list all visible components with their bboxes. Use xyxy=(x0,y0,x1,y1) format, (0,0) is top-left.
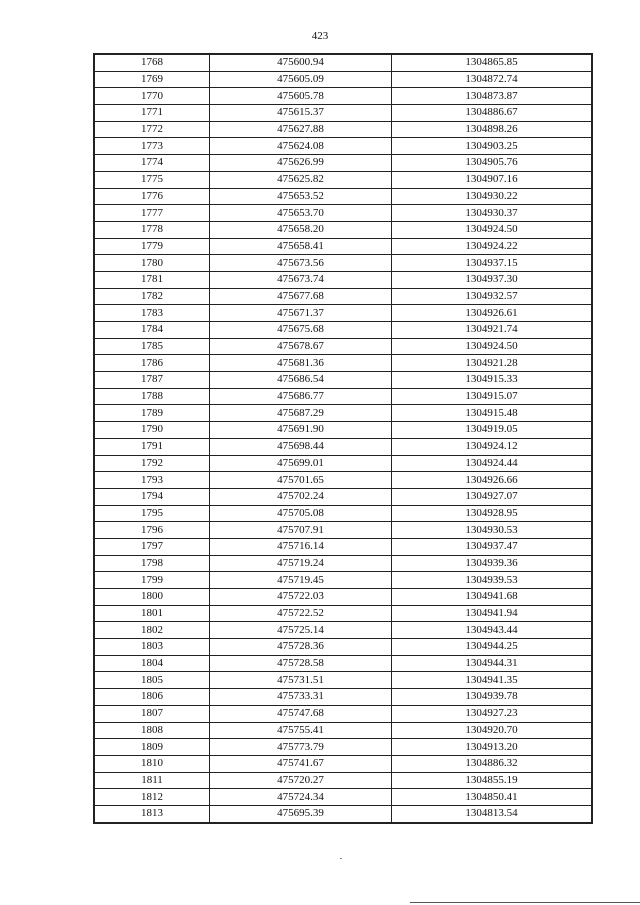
y-coordinate-cell: 1304944.25 xyxy=(392,639,593,656)
x-coordinate-cell: 475627.88 xyxy=(210,121,392,138)
y-coordinate-cell: 1304915.48 xyxy=(392,405,593,422)
point-number-cell: 1810 xyxy=(94,755,210,772)
table-row xyxy=(94,372,592,389)
table-row xyxy=(94,705,592,722)
table-row xyxy=(94,722,592,739)
point-number-cell: 1794 xyxy=(94,488,210,505)
point-number-cell: 1805 xyxy=(94,672,210,689)
y-coordinate-cell: 1304939.53 xyxy=(392,572,593,589)
table-row xyxy=(94,605,592,622)
point-number-cell: 1772 xyxy=(94,121,210,138)
y-coordinate-cell: 1304941.35 xyxy=(392,672,593,689)
table-row xyxy=(94,138,592,155)
point-number-cell: 1780 xyxy=(94,255,210,272)
y-coordinate-cell: 1304873.87 xyxy=(392,88,593,105)
table-row xyxy=(94,171,592,188)
table-row xyxy=(94,505,592,522)
x-coordinate-cell: 475716.14 xyxy=(210,538,392,555)
x-coordinate-cell: 475653.70 xyxy=(210,205,392,222)
y-coordinate-cell: 1304944.31 xyxy=(392,655,593,672)
table-row xyxy=(94,522,592,539)
y-coordinate-cell: 1304920.70 xyxy=(392,722,593,739)
point-number-cell: 1776 xyxy=(94,188,210,205)
point-number-cell: 1774 xyxy=(94,155,210,172)
table-row xyxy=(94,388,592,405)
x-coordinate-cell: 475686.54 xyxy=(210,372,392,389)
table-row xyxy=(94,739,592,756)
table-row xyxy=(94,205,592,222)
x-coordinate-cell: 475719.45 xyxy=(210,572,392,589)
point-number-cell: 1792 xyxy=(94,455,210,472)
table-row xyxy=(94,105,592,122)
page-number: 423 xyxy=(311,30,329,42)
scan-mark xyxy=(340,858,342,859)
point-number-cell: 1801 xyxy=(94,605,210,622)
point-number-cell: 1798 xyxy=(94,555,210,572)
x-coordinate-cell: 475773.79 xyxy=(210,739,392,756)
y-coordinate-cell: 1304921.28 xyxy=(392,355,593,372)
page-edge-line xyxy=(410,902,640,903)
y-coordinate-cell: 1304932.57 xyxy=(392,288,593,305)
table-row xyxy=(94,255,592,272)
x-coordinate-cell: 475600.94 xyxy=(210,54,392,71)
x-coordinate-cell: 475728.58 xyxy=(210,655,392,672)
table-row xyxy=(94,221,592,238)
point-number-cell: 1809 xyxy=(94,739,210,756)
x-coordinate-cell: 475722.52 xyxy=(210,605,392,622)
point-number-cell: 1812 xyxy=(94,789,210,806)
point-number-cell: 1800 xyxy=(94,589,210,606)
table-row xyxy=(94,288,592,305)
x-coordinate-cell: 475724.34 xyxy=(210,789,392,806)
y-coordinate-cell: 1304905.76 xyxy=(392,155,593,172)
table-row xyxy=(94,555,592,572)
y-coordinate-cell: 1304850.41 xyxy=(392,789,593,806)
table-row xyxy=(94,805,592,822)
x-coordinate-cell: 475755.41 xyxy=(210,722,392,739)
coordinate-table xyxy=(93,53,593,824)
table-row xyxy=(94,772,592,789)
point-number-cell: 1788 xyxy=(94,388,210,405)
x-coordinate-cell: 475605.09 xyxy=(210,71,392,88)
y-coordinate-cell: 1304930.53 xyxy=(392,522,593,539)
x-coordinate-cell: 475698.44 xyxy=(210,438,392,455)
point-number-cell: 1775 xyxy=(94,171,210,188)
y-coordinate-cell: 1304898.26 xyxy=(392,121,593,138)
x-coordinate-cell: 475675.68 xyxy=(210,322,392,339)
x-coordinate-cell: 475699.01 xyxy=(210,455,392,472)
table-row xyxy=(94,305,592,322)
table-row xyxy=(94,155,592,172)
point-number-cell: 1786 xyxy=(94,355,210,372)
y-coordinate-cell: 1304915.07 xyxy=(392,388,593,405)
x-coordinate-cell: 475747.68 xyxy=(210,705,392,722)
y-coordinate-cell: 1304939.36 xyxy=(392,555,593,572)
point-number-cell: 1804 xyxy=(94,655,210,672)
table-row xyxy=(94,88,592,105)
table-row xyxy=(94,639,592,656)
x-coordinate-cell: 475728.36 xyxy=(210,639,392,656)
y-coordinate-cell: 1304872.74 xyxy=(392,71,593,88)
x-coordinate-cell: 475701.65 xyxy=(210,472,392,489)
y-coordinate-cell: 1304903.25 xyxy=(392,138,593,155)
x-coordinate-cell: 475658.41 xyxy=(210,238,392,255)
point-number-cell: 1779 xyxy=(94,238,210,255)
table-row xyxy=(94,238,592,255)
table-row xyxy=(94,755,592,772)
point-number-cell: 1784 xyxy=(94,322,210,339)
y-coordinate-cell: 1304928.95 xyxy=(392,505,593,522)
table-row xyxy=(94,689,592,706)
table-row xyxy=(94,622,592,639)
x-coordinate-cell: 475653.52 xyxy=(210,188,392,205)
y-coordinate-cell: 1304943.44 xyxy=(392,622,593,639)
y-coordinate-cell: 1304924.12 xyxy=(392,438,593,455)
point-number-cell: 1771 xyxy=(94,105,210,122)
table-row xyxy=(94,455,592,472)
point-number-cell: 1806 xyxy=(94,689,210,706)
table-row xyxy=(94,589,592,606)
x-coordinate-cell: 475741.67 xyxy=(210,755,392,772)
x-coordinate-cell: 475686.77 xyxy=(210,388,392,405)
point-number-cell: 1791 xyxy=(94,438,210,455)
table-row xyxy=(94,655,592,672)
table-row xyxy=(94,572,592,589)
y-coordinate-cell: 1304886.67 xyxy=(392,105,593,122)
y-coordinate-cell: 1304927.07 xyxy=(392,488,593,505)
point-number-cell: 1797 xyxy=(94,538,210,555)
x-coordinate-cell: 475731.51 xyxy=(210,672,392,689)
x-coordinate-cell: 475722.03 xyxy=(210,589,392,606)
y-coordinate-cell: 1304913.20 xyxy=(392,739,593,756)
y-coordinate-cell: 1304915.33 xyxy=(392,372,593,389)
table-row xyxy=(94,271,592,288)
y-coordinate-cell: 1304924.22 xyxy=(392,238,593,255)
table-row xyxy=(94,405,592,422)
x-coordinate-cell: 475720.27 xyxy=(210,772,392,789)
point-number-cell: 1795 xyxy=(94,505,210,522)
table-row xyxy=(94,488,592,505)
table-row xyxy=(94,472,592,489)
x-coordinate-cell: 475681.36 xyxy=(210,355,392,372)
table-row xyxy=(94,422,592,439)
table-row xyxy=(94,54,592,71)
table-row xyxy=(94,438,592,455)
x-coordinate-cell: 475687.29 xyxy=(210,405,392,422)
point-number-cell: 1808 xyxy=(94,722,210,739)
x-coordinate-cell: 475707.91 xyxy=(210,522,392,539)
point-number-cell: 1796 xyxy=(94,522,210,539)
point-number-cell: 1807 xyxy=(94,705,210,722)
point-number-cell: 1768 xyxy=(94,54,210,71)
table-row xyxy=(94,672,592,689)
table-row xyxy=(94,121,592,138)
x-coordinate-cell: 475605.78 xyxy=(210,88,392,105)
x-coordinate-cell: 475673.74 xyxy=(210,271,392,288)
y-coordinate-cell: 1304937.47 xyxy=(392,538,593,555)
y-coordinate-cell: 1304939.78 xyxy=(392,689,593,706)
x-coordinate-cell: 475615.37 xyxy=(210,105,392,122)
point-number-cell: 1773 xyxy=(94,138,210,155)
point-number-cell: 1783 xyxy=(94,305,210,322)
x-coordinate-cell: 475695.39 xyxy=(210,805,392,822)
y-coordinate-cell: 1304926.66 xyxy=(392,472,593,489)
y-coordinate-cell: 1304855.19 xyxy=(392,772,593,789)
point-number-cell: 1790 xyxy=(94,422,210,439)
x-coordinate-cell: 475733.31 xyxy=(210,689,392,706)
y-coordinate-cell: 1304924.50 xyxy=(392,221,593,238)
x-coordinate-cell: 475725.14 xyxy=(210,622,392,639)
y-coordinate-cell: 1304907.16 xyxy=(392,171,593,188)
x-coordinate-cell: 475691.90 xyxy=(210,422,392,439)
point-number-cell: 1811 xyxy=(94,772,210,789)
x-coordinate-cell: 475625.82 xyxy=(210,171,392,188)
y-coordinate-cell: 1304919.05 xyxy=(392,422,593,439)
y-coordinate-cell: 1304937.15 xyxy=(392,255,593,272)
x-coordinate-cell: 475673.56 xyxy=(210,255,392,272)
y-coordinate-cell: 1304930.37 xyxy=(392,205,593,222)
y-coordinate-cell: 1304865.85 xyxy=(392,54,593,71)
y-coordinate-cell: 1304926.61 xyxy=(392,305,593,322)
point-number-cell: 1782 xyxy=(94,288,210,305)
table-row xyxy=(94,538,592,555)
point-number-cell: 1787 xyxy=(94,372,210,389)
point-number-cell: 1785 xyxy=(94,338,210,355)
table-row xyxy=(94,71,592,88)
point-number-cell: 1813 xyxy=(94,805,210,822)
point-number-cell: 1777 xyxy=(94,205,210,222)
y-coordinate-cell: 1304924.50 xyxy=(392,338,593,355)
y-coordinate-cell: 1304813.54 xyxy=(392,805,593,822)
y-coordinate-cell: 1304921.74 xyxy=(392,322,593,339)
point-number-cell: 1770 xyxy=(94,88,210,105)
y-coordinate-cell: 1304941.94 xyxy=(392,605,593,622)
point-number-cell: 1789 xyxy=(94,405,210,422)
x-coordinate-cell: 475671.37 xyxy=(210,305,392,322)
y-coordinate-cell: 1304941.68 xyxy=(392,589,593,606)
point-number-cell: 1781 xyxy=(94,271,210,288)
coordinate-table-body xyxy=(94,54,592,823)
y-coordinate-cell: 1304886.32 xyxy=(392,755,593,772)
x-coordinate-cell: 475658.20 xyxy=(210,221,392,238)
x-coordinate-cell: 475626.99 xyxy=(210,155,392,172)
x-coordinate-cell: 475677.68 xyxy=(210,288,392,305)
table-row xyxy=(94,789,592,806)
y-coordinate-cell: 1304930.22 xyxy=(392,188,593,205)
x-coordinate-cell: 475678.67 xyxy=(210,338,392,355)
y-coordinate-cell: 1304924.44 xyxy=(392,455,593,472)
x-coordinate-cell: 475719.24 xyxy=(210,555,392,572)
point-number-cell: 1799 xyxy=(94,572,210,589)
x-coordinate-cell: 475705.08 xyxy=(210,505,392,522)
point-number-cell: 1778 xyxy=(94,221,210,238)
point-number-cell: 1803 xyxy=(94,639,210,656)
point-number-cell: 1793 xyxy=(94,472,210,489)
x-coordinate-cell: 475624.08 xyxy=(210,138,392,155)
table-row xyxy=(94,355,592,372)
y-coordinate-cell: 1304927.23 xyxy=(392,705,593,722)
point-number-cell: 1769 xyxy=(94,71,210,88)
x-coordinate-cell: 475702.24 xyxy=(210,488,392,505)
point-number-cell: 1802 xyxy=(94,622,210,639)
table-row xyxy=(94,188,592,205)
y-coordinate-cell: 1304937.30 xyxy=(392,271,593,288)
table-row xyxy=(94,338,592,355)
table-row xyxy=(94,322,592,339)
